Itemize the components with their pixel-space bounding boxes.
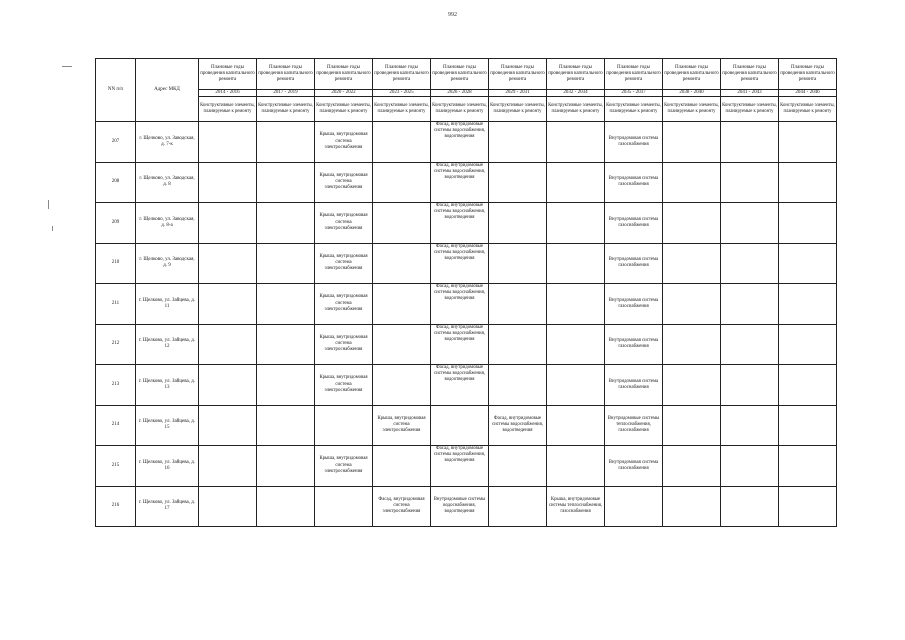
row-number: 215 — [96, 446, 136, 487]
repair-elements-cell — [779, 446, 837, 487]
period-caption — [489, 59, 547, 90]
repair-elements-cell: Внутридомовая система газоснабжения — [605, 365, 663, 406]
number-column-header: NN п/п — [96, 59, 136, 122]
repair-elements-cell: Крыша, внутридомовые системы теплоснабжения, газоснабжения — [547, 486, 605, 527]
period-caption-text: Плановые годы проведения капитального ремонта — [780, 65, 835, 82]
period-caption-text: Плановые годы проведения капитального ремонта — [722, 65, 777, 82]
repair-elements-cell: Крыша, внутридомовая система электроснабжения — [315, 284, 373, 325]
repair-elements-cell — [721, 446, 779, 487]
repair-elements-cell — [779, 284, 837, 325]
repair-elements-cell — [489, 243, 547, 284]
repair-elements-cell — [489, 446, 547, 487]
row-number: 209 — [96, 203, 136, 244]
element-caption: Конструктивные элементы, планируемые к ремонту — [315, 97, 373, 122]
repair-elements-cell — [779, 486, 837, 527]
repair-elements-cell — [721, 405, 779, 446]
repair-elements-cell: Крыша, внутридомовая система электроснабжения — [315, 365, 373, 406]
repair-elements-cell — [663, 162, 721, 203]
building-address: г. Щелково, ул. Заводская, д. 8 — [136, 162, 199, 203]
repair-elements-cell: Внутридомовые системы теплоснабжения, газоснабжения — [605, 405, 663, 446]
repair-elements-cell — [779, 203, 837, 244]
repair-elements-cell: Фасад, внутридомовые системы водоснабжения, водоотведения — [431, 122, 489, 163]
period-caption — [605, 59, 663, 90]
row-number: 213 — [96, 365, 136, 406]
repair-elements-cell — [663, 365, 721, 406]
period-caption — [315, 59, 373, 90]
building-address: г. Щелково, ул. Заводская, д. 7-к — [136, 122, 199, 163]
scan-mark — [48, 200, 49, 209]
repair-elements-cell — [663, 324, 721, 365]
table-row — [96, 365, 837, 406]
period-caption — [257, 59, 315, 90]
period-years: 2029 - 2031 — [489, 90, 547, 97]
building-address: г. Щелково, ул. Заводская, д. 8-а — [136, 203, 199, 244]
building-address: г. Щелково, ул. Зайцева, д. 17 — [136, 486, 199, 527]
repair-elements-cell — [547, 405, 605, 446]
repair-elements-cell — [315, 405, 373, 446]
table-row — [96, 324, 837, 365]
repair-elements-cell — [489, 324, 547, 365]
row-number: 207 — [96, 122, 136, 163]
repair-elements-cell: Внутридомовая система газоснабжения — [605, 122, 663, 163]
repair-elements-cell — [721, 203, 779, 244]
element-caption: Конструктивные элементы, планируемые к ремонту — [199, 97, 257, 122]
repair-elements-cell — [547, 446, 605, 487]
repair-elements-cell — [257, 284, 315, 325]
repair-elements-cell — [315, 486, 373, 527]
repair-elements-cell — [721, 324, 779, 365]
building-address: г. Щелково, ул. Зайцева, д. 12 — [136, 324, 199, 365]
repair-elements-cell — [257, 203, 315, 244]
period-caption-text: Плановые годы проведения капитального ремонта — [490, 65, 545, 82]
repair-elements-cell — [779, 324, 837, 365]
repair-elements-cell — [373, 203, 431, 244]
repair-elements-cell — [199, 284, 257, 325]
scan-mark — [52, 226, 53, 231]
table-row — [96, 405, 837, 446]
element-caption: Конструктивные элементы, планируемые к ремонту — [605, 97, 663, 122]
row-number: 211 — [96, 284, 136, 325]
repair-elements-cell — [373, 324, 431, 365]
table-row — [96, 203, 837, 244]
period-years: 2014 - 2016 — [199, 90, 257, 97]
repair-elements-cell — [779, 405, 837, 446]
repair-elements-cell: Внутридомовая система газоснабжения — [605, 203, 663, 244]
period-years: 2017 - 2019 — [257, 90, 315, 97]
repair-elements-cell: Внутридомовая система газоснабжения — [605, 162, 663, 203]
address-column-header: Адрес МКД — [136, 59, 199, 122]
repair-elements-cell — [199, 122, 257, 163]
repair-elements-cell — [663, 405, 721, 446]
table-row — [96, 162, 837, 203]
repair-elements-cell: Крыша, внутридомовая система электроснабжения — [315, 324, 373, 365]
repair-elements-cell — [547, 284, 605, 325]
repair-elements-cell — [547, 243, 605, 284]
building-address: г. Щелково, ул. Зайцева, д. 15 — [136, 405, 199, 446]
repair-elements-cell: Крыша, внутридомовая система электроснабжения — [315, 446, 373, 487]
element-caption: Конструктивные элементы, планируемые к ремонту — [431, 97, 489, 122]
repair-elements-cell — [373, 162, 431, 203]
table-row — [96, 122, 837, 163]
period-caption-text: Плановые годы проведения капитального ремонта — [548, 65, 603, 82]
repair-elements-cell — [721, 486, 779, 527]
repair-elements-cell — [663, 486, 721, 527]
repair-elements-cell — [489, 162, 547, 203]
repair-elements-cell: Внутридомовая система газоснабжения — [605, 284, 663, 325]
period-caption-text: Плановые годы проведения капитального ремонта — [664, 65, 719, 82]
period-years: 2023 - 2025 — [373, 90, 431, 97]
repair-elements-cell — [199, 405, 257, 446]
period-caption — [663, 59, 721, 90]
repair-elements-cell — [663, 122, 721, 163]
row-number: 210 — [96, 243, 136, 284]
repair-elements-cell — [489, 203, 547, 244]
period-caption — [199, 59, 257, 90]
repair-elements-cell — [373, 284, 431, 325]
repair-elements-cell — [663, 446, 721, 487]
repair-elements-cell — [199, 162, 257, 203]
schedule-body — [96, 122, 837, 527]
period-years: 2035 - 2037 — [605, 90, 663, 97]
period-years: 2026 - 2028 — [431, 90, 489, 97]
repair-elements-cell: Крыша, внутридомовая система электроснабжения — [373, 405, 431, 446]
table-row — [96, 284, 837, 325]
repair-elements-cell — [779, 365, 837, 406]
repair-elements-cell — [721, 243, 779, 284]
repair-elements-cell — [721, 162, 779, 203]
repair-elements-cell — [721, 365, 779, 406]
period-caption — [431, 59, 489, 90]
building-address: г. Щелково, ул. Зайцева, д. 13 — [136, 365, 199, 406]
repair-elements-cell: Фасад, внутридомовые системы водоснабжения, водоотведения — [431, 243, 489, 284]
table-row — [96, 243, 837, 284]
repair-elements-cell: Внутридомовая система газоснабжения — [605, 243, 663, 284]
repair-elements-cell — [257, 243, 315, 284]
period-years: 2038 - 2040 — [663, 90, 721, 97]
period-caption-text: Плановые годы проведения капитального ремонта — [432, 65, 487, 82]
repair-elements-cell: Фасад, внутридомовые системы водоснабжения, водоотведения — [431, 365, 489, 406]
repair-elements-cell — [199, 446, 257, 487]
period-years: 2020 - 2022 — [315, 90, 373, 97]
repair-elements-cell — [721, 284, 779, 325]
repair-elements-cell: Фасад, внутридомовые системы водоснабжения, водоотведения — [489, 405, 547, 446]
capital-repair-schedule-table — [95, 58, 837, 527]
repair-elements-cell — [663, 284, 721, 325]
repair-elements-cell — [431, 405, 489, 446]
row-number: 216 — [96, 486, 136, 527]
repair-elements-cell — [547, 203, 605, 244]
row-number: 208 — [96, 162, 136, 203]
repair-elements-cell — [199, 486, 257, 527]
repair-elements-cell — [257, 486, 315, 527]
row-number: 212 — [96, 324, 136, 365]
element-caption: Конструктивные элементы, планируемые к ремонту — [779, 97, 837, 122]
repair-elements-cell — [663, 203, 721, 244]
period-caption-text: Плановые годы проведения капитального ремонта — [200, 65, 255, 82]
repair-elements-cell: Фасад, внутридомовые системы водоснабжения, водоотведения — [431, 284, 489, 325]
repair-elements-cell: Крыша, внутридомовая система электроснабжения — [315, 122, 373, 163]
repair-elements-cell — [257, 446, 315, 487]
element-caption: Конструктивные элементы, планируемые к ремонту — [663, 97, 721, 122]
repair-elements-cell — [605, 486, 663, 527]
scan-mark — [62, 66, 72, 67]
repair-elements-cell: Крыша, внутридомовая система электроснабжения — [315, 243, 373, 284]
repair-elements-cell — [779, 162, 837, 203]
repair-elements-cell — [547, 122, 605, 163]
repair-elements-cell — [257, 405, 315, 446]
repair-elements-cell: Внутридомовая система газоснабжения — [605, 446, 663, 487]
repair-elements-cell — [663, 243, 721, 284]
repair-elements-cell — [779, 122, 837, 163]
period-caption-text: Плановые годы проведения капитального ремонта — [606, 65, 661, 82]
repair-elements-cell — [373, 365, 431, 406]
period-years: 2041 - 2043 — [721, 90, 779, 97]
repair-elements-cell — [199, 203, 257, 244]
repair-elements-cell: Внутридомовая система газоснабжения — [605, 324, 663, 365]
repair-elements-cell — [257, 365, 315, 406]
repair-elements-cell — [489, 365, 547, 406]
table-row — [96, 446, 837, 487]
repair-elements-cell: Фасад, внутридомовая система электроснабжения — [373, 486, 431, 527]
element-caption: Конструктивные элементы, планируемые к ремонту — [257, 97, 315, 122]
repair-elements-cell — [547, 324, 605, 365]
element-caption: Конструктивные элементы, планируемые к ремонту — [547, 97, 605, 122]
repair-elements-cell — [489, 284, 547, 325]
repair-elements-cell — [257, 324, 315, 365]
repair-elements-cell — [779, 243, 837, 284]
repair-elements-cell — [721, 122, 779, 163]
repair-elements-cell: Крыша, внутридомовая система электроснабжения — [315, 203, 373, 244]
repair-elements-cell — [199, 324, 257, 365]
repair-elements-cell — [373, 122, 431, 163]
repair-elements-cell: Внутридомовые системы водоснабжения, водоотведения — [431, 486, 489, 527]
repair-elements-cell — [547, 162, 605, 203]
period-caption — [373, 59, 431, 90]
table-row — [96, 486, 837, 527]
repair-elements-cell — [257, 122, 315, 163]
element-caption: Конструктивные элементы, планируемые к ремонту — [721, 97, 779, 122]
element-caption: Конструктивные элементы, планируемые к ремонту — [373, 97, 431, 122]
period-caption-text: Плановые годы проведения капитального ремонта — [258, 65, 313, 82]
repair-elements-cell — [199, 243, 257, 284]
element-caption: Конструктивные элементы, планируемые к ремонту — [489, 97, 547, 122]
building-address: г. Щелково, ул. Заводская, д. 9 — [136, 243, 199, 284]
period-years: 2044 - 2046 — [779, 90, 837, 97]
period-caption-text: Плановые годы проведения капитального ремонта — [316, 65, 371, 82]
row-number: 214 — [96, 405, 136, 446]
period-years: 2032 - 2034 — [547, 90, 605, 97]
repair-elements-cell — [373, 446, 431, 487]
repair-elements-cell: Фасад, внутридомовые системы водоснабжения, водоотведения — [431, 203, 489, 244]
repair-elements-cell: Крыша, внутридомовая система электроснабжения — [315, 162, 373, 203]
building-address: г. Щелково, ул. Зайцева, д. 16 — [136, 446, 199, 487]
repair-elements-cell — [373, 243, 431, 284]
repair-elements-cell: Фасад, внутридомовые системы водоснабжения, водоотведения — [431, 162, 489, 203]
repair-elements-cell — [547, 365, 605, 406]
repair-elements-cell: Фасад, внутридомовые системы водоснабжения, водоотведения — [431, 446, 489, 487]
repair-elements-cell — [257, 162, 315, 203]
building-address: г. Щелково, ул. Зайцева, д. 11 — [136, 284, 199, 325]
page-number: 992 — [448, 12, 457, 18]
repair-elements-cell — [489, 486, 547, 527]
period-caption — [779, 59, 837, 90]
period-caption-text: Плановые годы проведения капитального ремонта — [374, 65, 429, 82]
repair-elements-cell — [199, 365, 257, 406]
repair-elements-cell: Фасад, внутридомовые системы водоснабжения, водоотведения — [431, 324, 489, 365]
period-caption — [721, 59, 779, 90]
repair-elements-cell — [489, 122, 547, 163]
period-caption — [547, 59, 605, 90]
